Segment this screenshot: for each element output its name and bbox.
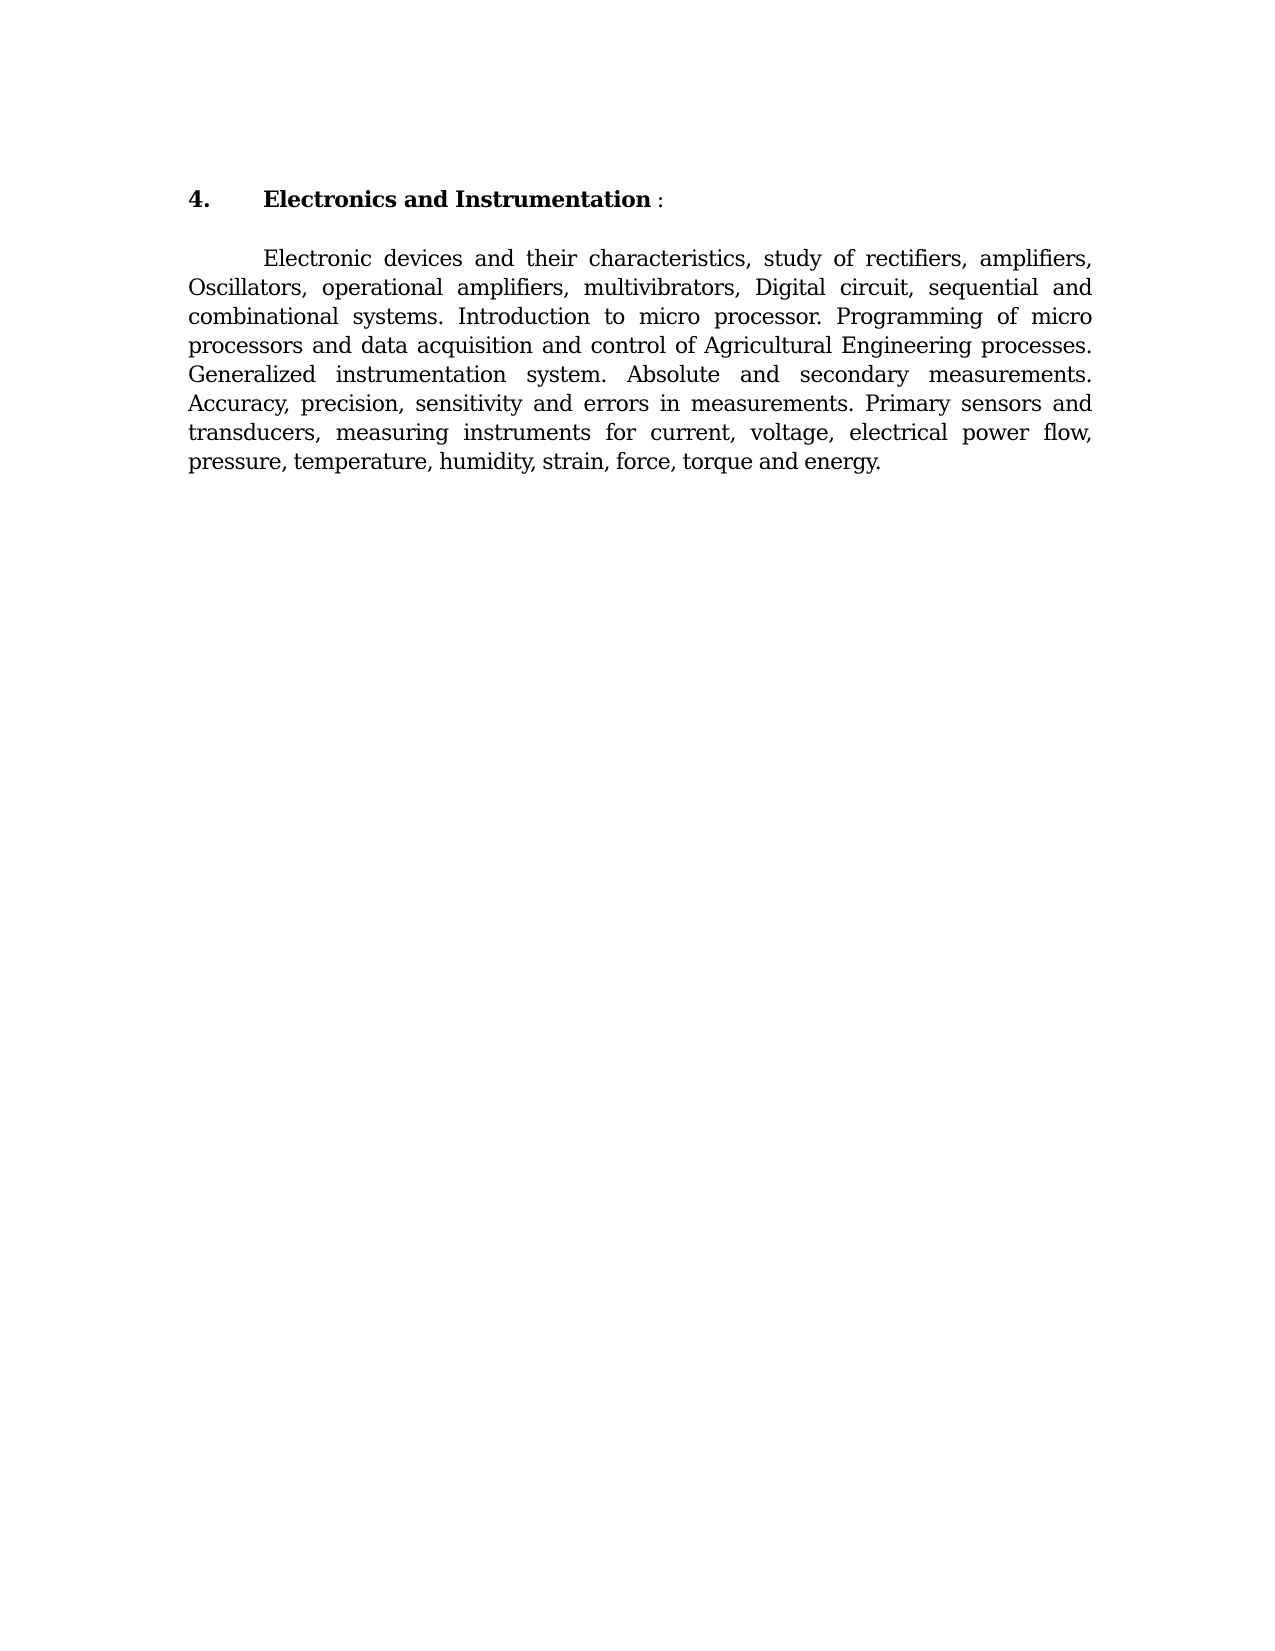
section-title: Electronics and Instrumentation [263,187,651,213]
section-number: 4. [188,187,211,213]
section-body: Electronic devices and their characteristics, study of rectifiers, amplifiers, Oscillators, operational amplifiers, multivibrators, Digital circuit, sequential and combinational systems. Introduction to micro processor. Programming of micro processors and data acquisition and control of Agricultural Engineering processes. Generalized instrumentation system. Absolute and secondary measurements. Accuracy, precision, sensitivity and errors in measurements. Primary sensors and transducers, measuring instruments for current, voltage, electrical power flow, pressure, temperature, humidity, strain, force, torque and energy. [188,247,1092,475]
syllabus-section [188,186,1092,477]
section-heading [188,186,1092,215]
section-title-colon: : [656,188,665,213]
